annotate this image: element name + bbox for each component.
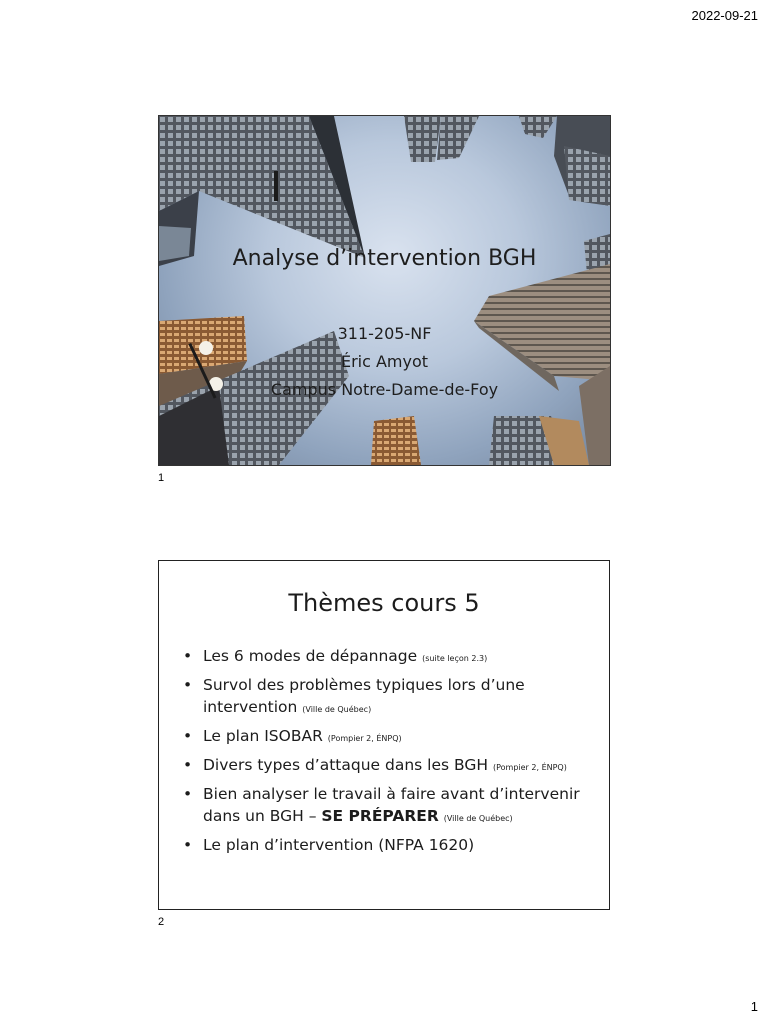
slide-2-title: Thèmes cours 5: [288, 589, 480, 617]
bullet-item: • Les 6 modes de dépannage (suite leçon 2.3): [183, 647, 488, 665]
slide-1-subtitle: [159, 320, 610, 404]
print-date: 2022-09-21: [691, 8, 758, 23]
bullet-item: • Le plan ISOBAR (Pompier 2, ÉNPQ): [183, 727, 402, 745]
bullet-item: • Bien analyser le travail à faire avant d’intervenir dans un BGH – SE PRÉPARER (Ville de Québec): [183, 785, 580, 825]
slide-1-number: 1: [158, 472, 165, 484]
bullet-item: • Le plan d’intervention (NFPA 1620): [183, 836, 475, 854]
campus-name: Campus Notre-Dame-de-Foy: [270, 380, 499, 399]
course-code: 311-205-NF: [337, 324, 432, 343]
theme-bullet-list: [181, 645, 591, 860]
slide-2-themes: [158, 560, 610, 910]
slide-2-number: 2: [158, 916, 165, 928]
page-number: 1: [750, 999, 758, 1014]
author-name: Éric Amyot: [340, 352, 429, 371]
bullet-item: • Survol des problèmes typiques lors d’une intervention (Ville de Québec): [183, 676, 525, 716]
skyscrapers-background-image: [159, 116, 610, 465]
slide-1-title: Analyse d’intervention BGH: [232, 246, 537, 271]
bullet-item: • Divers types d’attaque dans les BGH (Pompier 2, ÉNPQ): [183, 756, 567, 774]
slide-1-title-slide: [158, 115, 611, 466]
